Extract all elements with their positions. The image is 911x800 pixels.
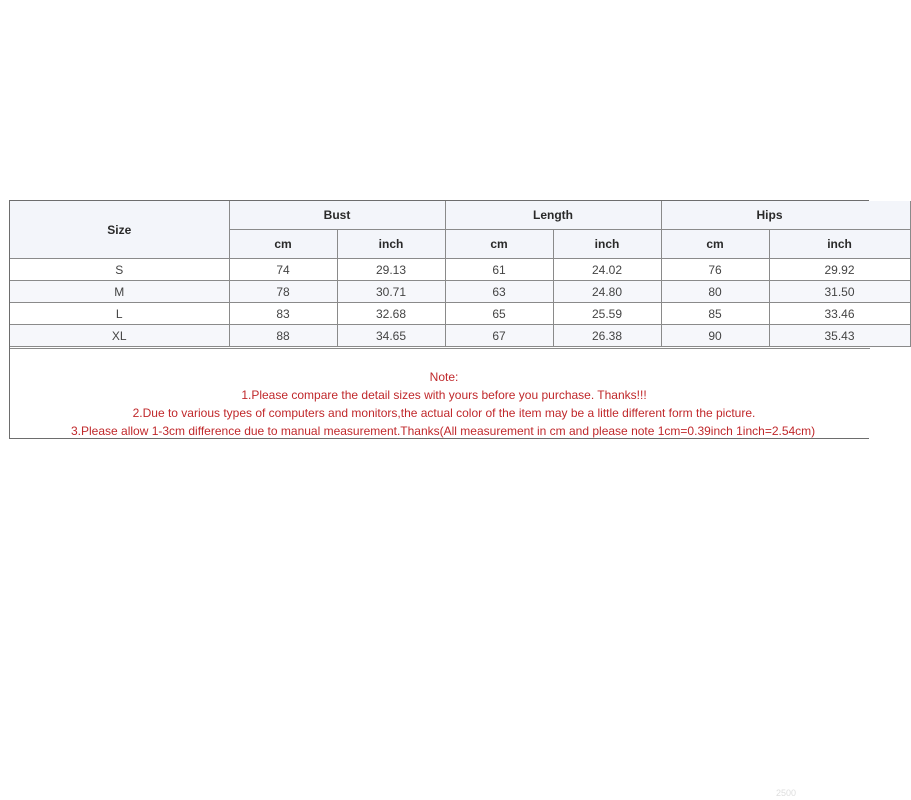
bust-header: Bust: [229, 201, 445, 230]
header-row-groups: [10, 201, 910, 230]
table-cell: 35.43: [769, 325, 910, 347]
table-cell: 34.65: [337, 325, 445, 347]
table-row: [10, 325, 910, 347]
table-cell: 74: [229, 259, 337, 281]
size-cell: L: [10, 303, 229, 325]
table-cell: 32.68: [337, 303, 445, 325]
table-row: [10, 281, 910, 303]
size-table: [10, 201, 911, 347]
table-cell: 80: [661, 281, 769, 303]
table-cell: 78: [229, 281, 337, 303]
size-header: Size: [10, 201, 229, 259]
table-cell: 25.59: [553, 303, 661, 325]
table-cell: 29.13: [337, 259, 445, 281]
size-cell: M: [10, 281, 229, 303]
unit-header: cm: [661, 230, 769, 259]
table-cell: 29.92: [769, 259, 910, 281]
table-cell: 83: [229, 303, 337, 325]
table-cell: 24.02: [553, 259, 661, 281]
table-cell: 26.38: [553, 325, 661, 347]
table-cell: 67: [445, 325, 553, 347]
table-cell: 33.46: [769, 303, 910, 325]
note-line-1: 1.Please compare the detail sizes with yours before you purchase. Thanks!!!: [241, 388, 647, 402]
table-cell: 63: [445, 281, 553, 303]
unit-header: inch: [769, 230, 910, 259]
notes-section: [10, 348, 870, 440]
size-cell: XL: [10, 325, 229, 347]
unit-header: inch: [337, 230, 445, 259]
table-cell: 61: [445, 259, 553, 281]
table-cell: 65: [445, 303, 553, 325]
size-chart: [9, 200, 869, 439]
note-line-2: 2.Due to various types of computers and monitors,the actual color of the item may be a little different form the picture.: [132, 406, 756, 420]
table-cell: 24.80: [553, 281, 661, 303]
note-title: Note:: [429, 370, 459, 384]
table-cell: 90: [661, 325, 769, 347]
table-row: [10, 303, 910, 325]
unit-header: cm: [445, 230, 553, 259]
size-cell: S: [10, 259, 229, 281]
table-row: [10, 259, 910, 281]
watermark: 2500: [775, 788, 796, 798]
hips-header: Hips: [661, 201, 910, 230]
table-cell: 88: [229, 325, 337, 347]
note-line-3: 3.Please allow 1-3cm difference due to manual measurement.Thanks(All measurement in cm and please note 1cm=0.39inch 1inch=2.54cm): [71, 424, 816, 438]
table-cell: 31.50: [769, 281, 910, 303]
unit-header: cm: [229, 230, 337, 259]
table-cell: 85: [661, 303, 769, 325]
table-cell: 30.71: [337, 281, 445, 303]
table-cell: 76: [661, 259, 769, 281]
length-header: Length: [445, 201, 661, 230]
unit-header: inch: [553, 230, 661, 259]
